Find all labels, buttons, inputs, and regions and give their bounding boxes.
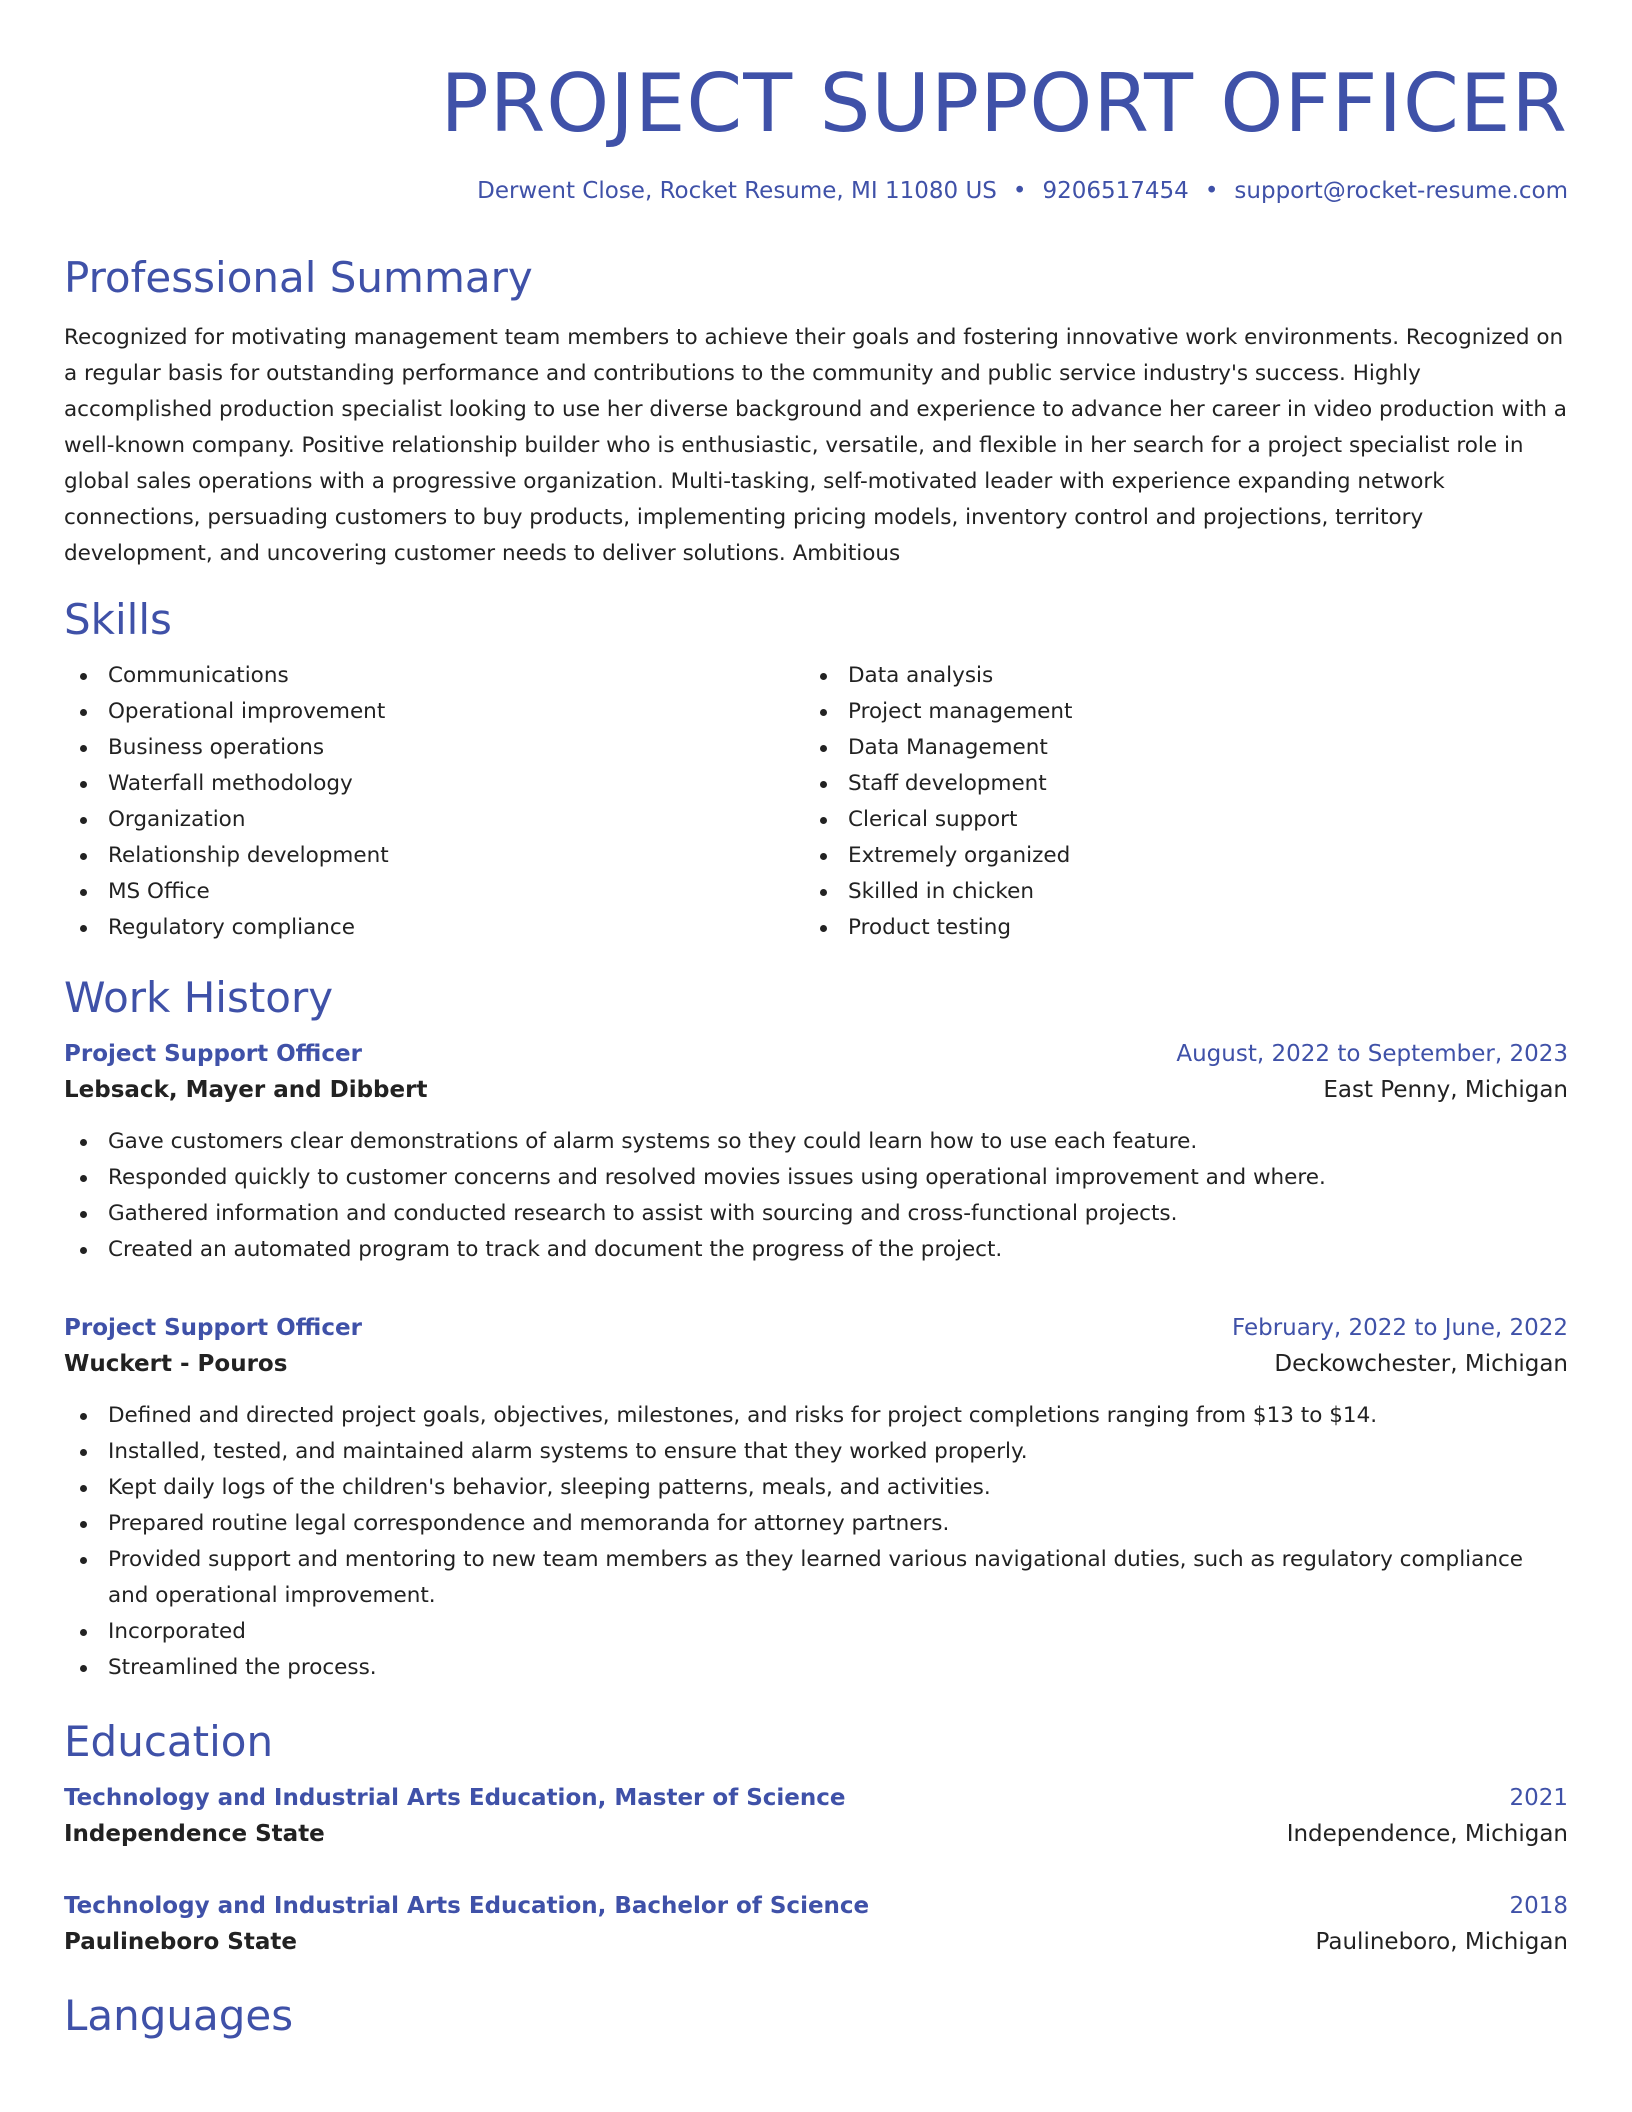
contact-separator: • bbox=[1012, 178, 1027, 204]
skills-heading: Skills bbox=[64, 595, 172, 644]
education-header-row bbox=[64, 1888, 1568, 1924]
resume-header bbox=[64, 0, 1568, 206]
skills-list bbox=[64, 658, 1568, 946]
skill-item: Clerical support bbox=[804, 802, 1544, 838]
job-bullets bbox=[64, 1398, 1568, 1686]
job-dates: February, 2022 to June, 2022 bbox=[1231, 1315, 1568, 1341]
education-school: Paulineboro State bbox=[64, 1929, 297, 1955]
skill-item: Data analysis bbox=[804, 658, 1544, 694]
skill-item: Regulatory compliance bbox=[64, 910, 804, 946]
skill-item: MS Office bbox=[64, 874, 804, 910]
skill-item: Product testing bbox=[804, 910, 1544, 946]
job-entry bbox=[64, 1310, 1568, 1686]
education-location: Paulineboro, Michigan bbox=[1315, 1929, 1568, 1955]
education-school-row bbox=[64, 1816, 1568, 1852]
skill-item: Organization bbox=[64, 802, 804, 838]
contact-email[interactable]: support@rocket-resume.com bbox=[1234, 178, 1568, 204]
job-bullet: Incorporated bbox=[64, 1614, 1568, 1650]
job-company-row bbox=[64, 1346, 1568, 1382]
education-school: Independence State bbox=[64, 1821, 325, 1847]
education-entry bbox=[64, 1780, 1568, 1852]
job-dates: August, 2022 to September, 2023 bbox=[1176, 1041, 1568, 1067]
contact-address: Derwent Close, Rocket Resume, MI 11080 US bbox=[477, 178, 997, 204]
contact-line bbox=[64, 176, 1568, 206]
job-title: Project Support Officer bbox=[64, 1041, 362, 1067]
job-header-row bbox=[64, 1310, 1568, 1346]
job-bullet: Kept daily logs of the children's behavior, sleeping patterns, meals, and activities. bbox=[64, 1470, 1568, 1506]
skill-item: Project management bbox=[804, 694, 1544, 730]
contact-separator: • bbox=[1204, 178, 1219, 204]
job-company: Wuckert - Pouros bbox=[64, 1351, 288, 1377]
education-school-row bbox=[64, 1924, 1568, 1960]
job-bullet: Installed, tested, and maintained alarm systems to ensure that they worked properly. bbox=[64, 1434, 1568, 1470]
job-bullet: Defined and directed project goals, objectives, milestones, and risks for project completions ranging from $13 to $14. bbox=[64, 1398, 1568, 1434]
education-entry bbox=[64, 1888, 1568, 1960]
summary-text: Recognized for motivating management team members to achieve their goals and fostering innovative work environments. Recognized on a regular basis for outstanding performance and contributions to the community and public service industry's success. Highly accomplished production specialist looking to use her diverse background and experience to advance her career in video production with a well-known company. Positive relationship builder who is enthusiastic, versatile, and flexible in her search for a project specialist role in global sales operations with a progressive organization. Multi-tasking, self-motivated leader with experience expanding network connections, persuading customers to buy products, implementing pricing models, inventory control and projections, territory development, and uncovering customer needs to deliver solutions. Ambitious bbox=[64, 325, 1567, 566]
education-degree: Technology and Industrial Arts Education, Bachelor of Science bbox=[64, 1893, 870, 1919]
skill-item: Operational improvement bbox=[64, 694, 804, 730]
skill-item: Staff development bbox=[804, 766, 1544, 802]
job-bullet: Streamlined the process. bbox=[64, 1650, 1568, 1686]
work-history-heading: Work History bbox=[64, 973, 334, 1022]
education-heading: Education bbox=[64, 1717, 274, 1766]
job-bullet: Prepared routine legal correspondence and memoranda for attorney partners. bbox=[64, 1506, 1568, 1542]
skill-item: Relationship development bbox=[64, 838, 804, 874]
job-title: Project Support Officer bbox=[64, 1315, 362, 1341]
job-company-row bbox=[64, 1072, 1568, 1108]
job-header-row bbox=[64, 1036, 1568, 1072]
skill-item: Extremely organized bbox=[804, 838, 1544, 874]
education-year: 2021 bbox=[1509, 1785, 1568, 1811]
skill-item: Waterfall methodology bbox=[64, 766, 804, 802]
skills-column-left bbox=[64, 658, 804, 946]
job-entry bbox=[64, 1036, 1568, 1268]
education-header-row bbox=[64, 1780, 1568, 1816]
skill-item: Business operations bbox=[64, 730, 804, 766]
job-bullet: Gathered information and conducted research to assist with sourcing and cross-functional projects. bbox=[64, 1196, 1568, 1232]
skill-item: Skilled in chicken bbox=[804, 874, 1544, 910]
languages-heading: Languages bbox=[64, 1991, 294, 2040]
job-bullet: Gave customers clear demonstrations of alarm systems so they could learn how to use each feature. bbox=[64, 1124, 1568, 1160]
skills-column-right bbox=[804, 658, 1544, 946]
job-bullet: Created an automated program to track and document the progress of the project. bbox=[64, 1232, 1568, 1268]
candidate-title: PROJECT SUPPORT OFFICER bbox=[440, 57, 1568, 150]
job-location: Deckowchester, Michigan bbox=[1274, 1351, 1568, 1377]
education-degree: Technology and Industrial Arts Education, Master of Science bbox=[64, 1785, 846, 1811]
job-company: Lebsack, Mayer and Dibbert bbox=[64, 1077, 428, 1103]
contact-phone: 9206517454 bbox=[1042, 178, 1189, 204]
job-bullet: Responded quickly to customer concerns and resolved movies issues using operational improvement and where. bbox=[64, 1160, 1568, 1196]
job-bullets bbox=[64, 1124, 1568, 1268]
job-bullet: Provided support and mentoring to new team members as they learned various navigational duties, such as regulatory compliance and operational improvement. bbox=[64, 1542, 1568, 1614]
skill-item: Data Management bbox=[804, 730, 1544, 766]
skill-item: Communications bbox=[64, 658, 804, 694]
summary-heading: Professional Summary bbox=[64, 253, 533, 302]
education-year: 2018 bbox=[1509, 1893, 1568, 1919]
education-location: Independence, Michigan bbox=[1286, 1821, 1568, 1847]
job-location: East Penny, Michigan bbox=[1323, 1077, 1568, 1103]
